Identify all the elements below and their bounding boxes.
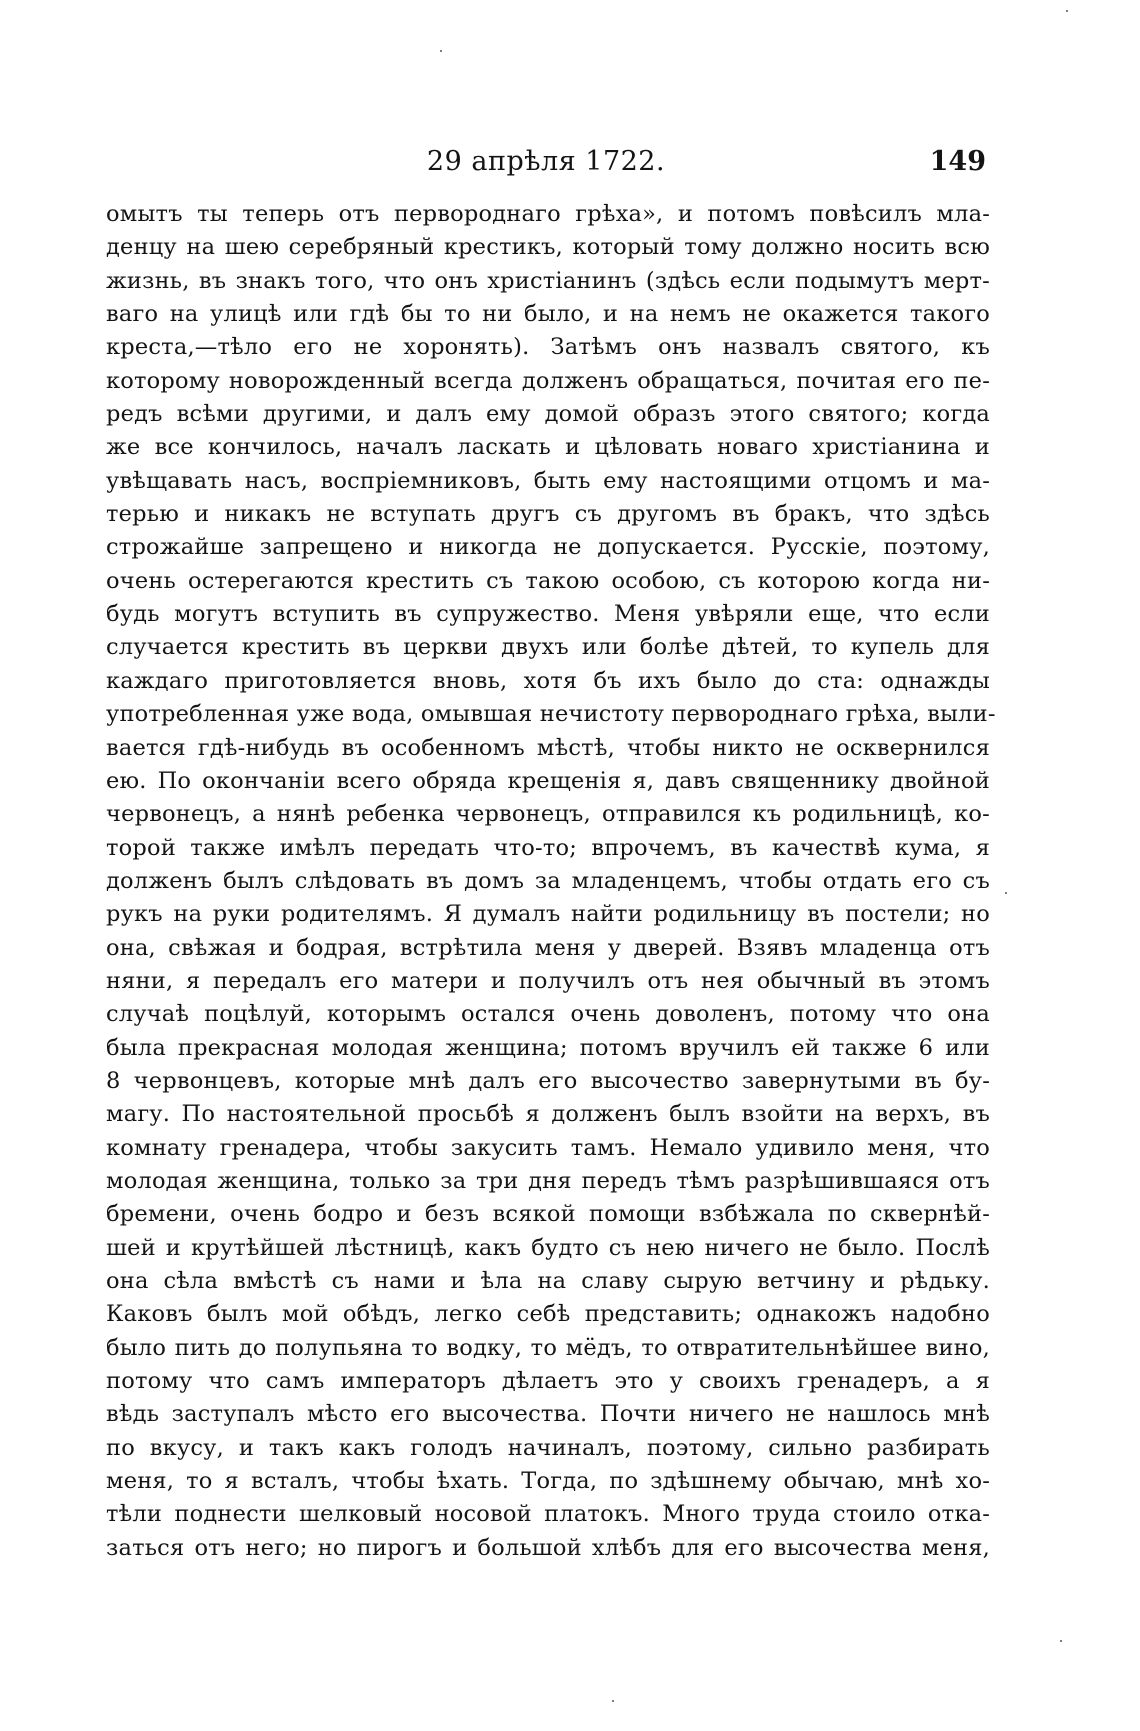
text-line: червонецъ, а нянѣ ребенка червонецъ, отправился къ родильницѣ, ко- [106, 801, 990, 828]
text-line: торой также имѣлъ передать что-то; впрочемъ, въ качествѣ кума, я [106, 834, 990, 861]
text-line: шей и крутѣйшей лѣстницѣ, какъ будто съ нею ничего не было. Послѣ [106, 1234, 990, 1261]
text-line: ваго на улицѣ или гдѣ бы то ни было, и на немъ не окажется такого [106, 301, 990, 328]
text-line: которому новорожденный всегда долженъ обращаться, почитая его пе- [106, 367, 990, 394]
text-line: вѣдь заступалъ мѣсто его высочества. Почти ничего не нашлось мнѣ [106, 1401, 990, 1428]
text-line: будь могутъ вступить въ супружество. Меня увѣряли еще, что если [106, 601, 990, 628]
text-line: было пить до полупьяна то водку, то мёдъ, то отвратительнѣйшее вино, [106, 1334, 990, 1361]
text-line: редъ всѣми другими, и далъ ему домой образъ этого святого; когда [106, 401, 990, 428]
text-line: креста,—тѣло его не хоронять). Затѣмъ онъ назвалъ святого, къ [106, 334, 990, 361]
page-header [106, 146, 986, 186]
text-line: бремени, очень бодро и безъ всякой помощи взбѣжала по сквернѣй- [106, 1201, 990, 1228]
page-number: 149 [929, 146, 986, 177]
text-line: была прекрасная молодая женщина; потомъ вручилъ ей также 6 или [106, 1034, 990, 1061]
text-line: же все кончилось, началъ ласкать и цѣловать новаго христіанина и [106, 434, 990, 461]
text-line: очень остерегаются крестить съ такою особою, съ которою когда ни- [106, 567, 990, 594]
text-line: случаѣ поцѣлуй, которымъ остался очень доволенъ, потому что она [106, 1001, 990, 1028]
text-line: денцу на шею серебряный крестикъ, который тому должно носить всю [106, 234, 990, 261]
text-line: строжайше запрещено и никогда не допускается. Русскіе, поэтому, [106, 534, 990, 561]
text-line: долженъ былъ слѣдовать въ домъ за младенцемъ, чтобы отдать его съ [106, 867, 990, 894]
scan-speck [1060, 1640, 1062, 1642]
text-line: няни, я передалъ его матери и получилъ отъ нея обычный въ этомъ [106, 967, 990, 994]
text-line: каждаго приготовляется вновь, хотя бъ ихъ было до ста: однажды [106, 667, 990, 694]
text-line: 8 червонцевъ, которые мнѣ далъ его высочество завернутыми въ бу- [106, 1067, 990, 1094]
text-line: употребленная уже вода, омывшая нечистоту первороднаго грѣха, выли- [106, 701, 996, 728]
text-line: увѣщавать насъ, воспріемниковъ, быть ему настоящими отцомъ и ма- [106, 467, 990, 494]
text-line: омытъ ты теперь отъ первороднаго грѣха», и потомъ повѣсилъ мла- [106, 201, 990, 227]
running-title: 29 апрѣля 1722. [426, 146, 666, 177]
text-line: она сѣла вмѣстѣ съ нами и ѣла на славу сырую ветчину и рѣдьку. [106, 1268, 990, 1294]
text-line: Каковъ былъ мой обѣдъ, легко себѣ представить; однакожъ надобно [106, 1301, 990, 1328]
text-line: жизнь, въ знакъ того, что онъ христіанинъ (здѣсь если подымутъ мерт- [106, 267, 990, 294]
scan-speck [440, 50, 442, 52]
text-line: молодая женщина, только за три дня передъ тѣмъ разрѣшившаяся отъ [106, 1167, 990, 1194]
scan-speck [1066, 10, 1068, 12]
text-line: она, свѣжая и бодрая, встрѣтила меня у дверей. Взявъ младенца отъ [106, 934, 990, 961]
text-line: комнату гренадера, чтобы закусить тамъ. Немало удивило меня, что [106, 1134, 990, 1161]
text-line: меня, то я всталъ, чтобы ѣхать. Тогда, по здѣшнему обычаю, мнѣ хо- [106, 1468, 990, 1495]
text-line: по вкусу, и такъ какъ голодъ начиналъ, поэтому, сильно разбирать [106, 1434, 990, 1461]
text-line: тѣли поднести шелковый носовой платокъ. Много труда стоило отка- [106, 1501, 990, 1528]
text-line: терью и никакъ не вступать другъ съ другомъ въ бракъ, что здѣсь [106, 501, 990, 528]
text-line: вается гдѣ-нибудь въ особенномъ мѣстѣ, чтобы никто не осквернился [106, 734, 990, 761]
text-line: ею. По окончаніи всего обряда крещенія я, давъ священнику двойной [106, 767, 990, 794]
scan-speck [1005, 892, 1007, 894]
text-line: заться отъ него; но пирогъ и большой хлѣбъ для его высочества меня, [106, 1534, 990, 1561]
body-text [106, 198, 996, 1565]
scan-speck [612, 1700, 614, 1702]
text-line: магу. По настоятельной просьбѣ я долженъ былъ взойти на верхъ, въ [106, 1101, 990, 1128]
text-line: рукъ на руки родителямъ. Я думалъ найти родильницу въ постели; но [106, 901, 990, 928]
text-line: случается крестить въ церкви двухъ или болѣе дѣтей, то купель для [106, 634, 990, 661]
text-line: потому что самъ императоръ дѣлаетъ это у своихъ гренадеръ, а я [106, 1368, 990, 1395]
